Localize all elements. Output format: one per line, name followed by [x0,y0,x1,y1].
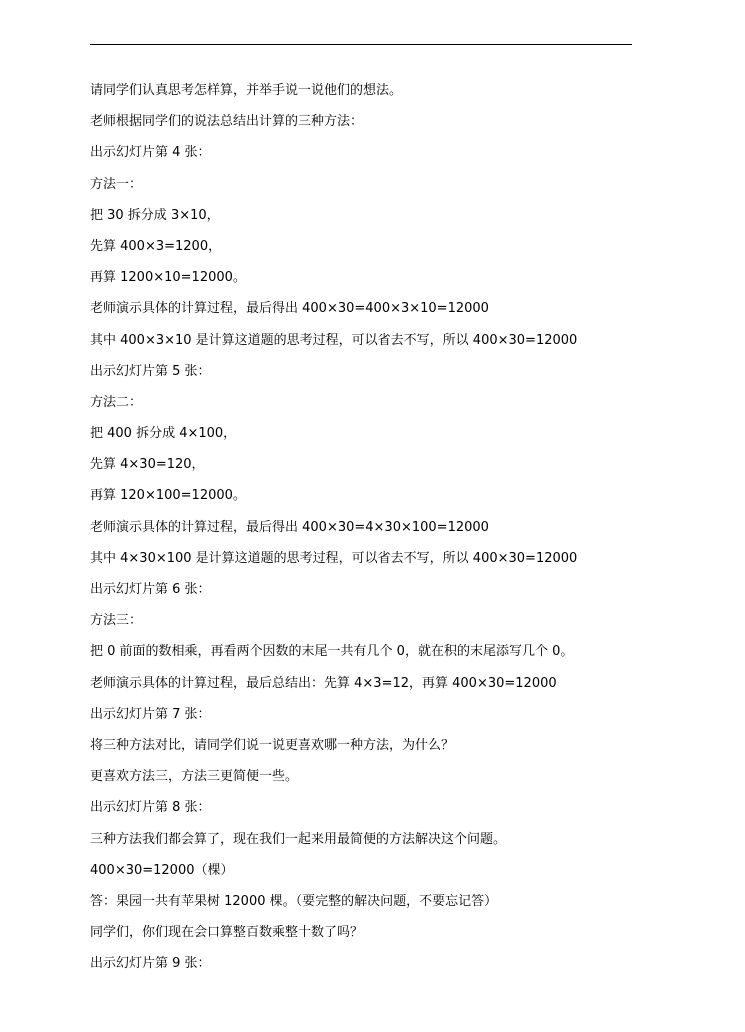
text-line: 老师根据同学们的说法总结出计算的三种方法： [90,114,364,130]
text-line: 把 0 前面的数相乘，再看两个因数的末尾一共有几个 0，就在积的末尾添写几个 0。 [90,644,574,660]
text-line: 方法三： [90,613,143,629]
header-rule [90,44,632,45]
text-line: 老师演示具体的计算过程，最后总结出：先算 4×3=12，再算 400×30=12000 [90,675,557,691]
text-line: 更喜欢方法三，方法三更简便一些。 [90,769,299,785]
text-line: 再算 120×100=12000。 [90,488,246,504]
text-line: 把 30 拆分成 3×10， [90,207,220,223]
text-line: 把 400 拆分成 4×100， [90,426,237,442]
text-line: 出示幻灯片第 9 张： [90,956,211,972]
text-line: 三种方法我们都会算了，现在我们一起来用最简便的方法解决这个问题。 [90,831,507,847]
text-line: 老师演示具体的计算过程，最后得出 400×30=4×30×100=12000 [90,519,489,535]
text-line: 方法二： [90,394,143,410]
text-line: 请同学们认真思考怎样算，并举手说一说他们的想法。 [90,83,403,98]
text-line: 同学们，你们现在会口算整百数乘整十数了吗？ [90,925,364,941]
text-line: 其中 400×3×10 是计算这道题的思考过程，可以省去不写，所以 400×30=12000 [90,332,578,348]
text-line: 出示幻灯片第 7 张： [90,706,211,722]
document-body [90,80,650,984]
text-line: 老师演示具体的计算过程，最后得出 400×30=400×3×10=12000 [90,301,489,317]
text-line: 答：果园一共有苹果树 12000 棵。（要完整的解决问题，不要忘记答） [90,893,498,909]
text-line: 出示幻灯片第 8 张： [90,800,211,816]
text-line: 出示幻灯片第 4 张： [90,145,211,161]
text-line: 出示幻灯片第 6 张： [90,582,211,597]
text-line: 出示幻灯片第 5 张： [90,363,211,379]
text-line: 先算 4×30=120， [90,457,205,473]
text-line: 先算 400×3=1200， [90,238,222,254]
text-line: 将三种方法对比，请同学们说一说更喜欢哪一种方法，为什么？ [90,737,455,753]
text-line: 方法一： [90,176,143,192]
text-line: 400×30=12000（棵） [90,862,234,878]
text-line: 其中 4×30×100 是计算这道题的思考过程，可以省去不写，所以 400×30=12000 [90,550,578,566]
text-line: 再算 1200×10=12000。 [90,270,246,286]
